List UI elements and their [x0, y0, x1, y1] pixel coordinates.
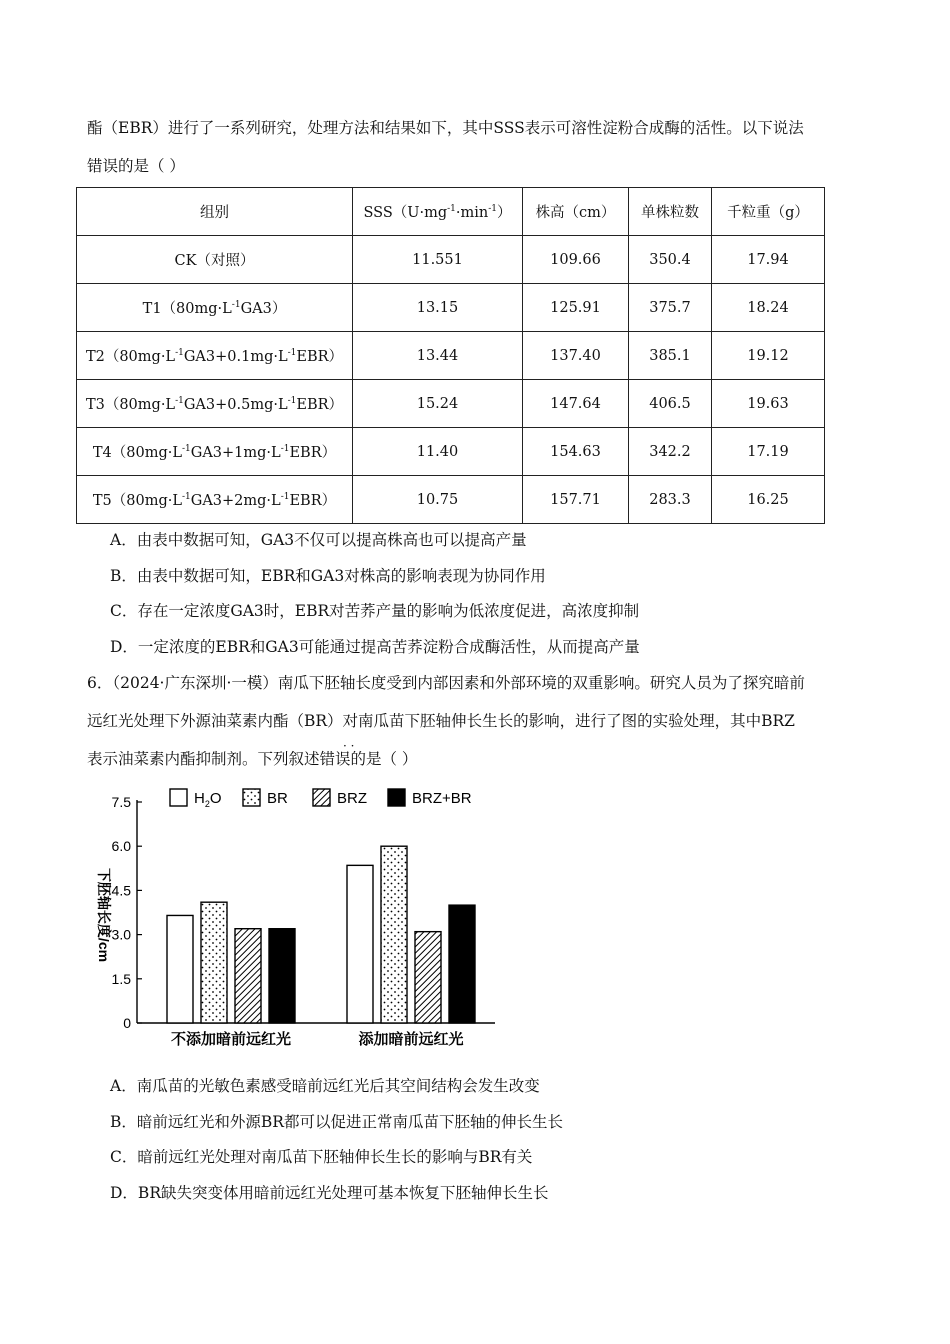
- cell-grains: 350.4: [629, 236, 712, 284]
- group-sup: -1: [280, 492, 290, 502]
- y-tick-label: 0: [123, 1015, 131, 1031]
- q6-line-2: 远红光处理下外源油菜素内酯（BR）对南瓜苗下胚轴伸长生长的影响，进行了图的实验处理，其中BRZ: [87, 712, 795, 730]
- group-text: T1（80mg·L: [142, 301, 232, 317]
- cell-sss: 13.15: [353, 284, 523, 332]
- q6-line-3: 表示油菜素内酯抑制剂。下列叙述错误的是（ ）: [87, 750, 418, 768]
- cell-height: 109.66: [523, 236, 629, 284]
- table-header-row: [77, 188, 825, 236]
- cell-group: [77, 332, 353, 380]
- group-text: GA3）: [240, 301, 287, 317]
- q5-option-c: C．存在一定浓度GA3时，EBR对苦荞产量的影响为低浓度促进，高浓度抑制: [110, 602, 640, 620]
- header-weight: 千粒重（g）: [712, 188, 825, 236]
- bar: [167, 915, 193, 1023]
- table-row: [77, 428, 825, 476]
- group-text: GA3+1mg·L: [190, 445, 281, 461]
- cell-group: [77, 236, 353, 284]
- legend-swatch: [170, 789, 187, 806]
- bar: [381, 846, 407, 1023]
- cell-grains: 406.5: [629, 380, 712, 428]
- group-sup: -1: [280, 444, 290, 454]
- y-axis-label: 下胚轴长度/cm: [96, 867, 112, 963]
- cell-group: [77, 428, 353, 476]
- cell-group: [77, 380, 353, 428]
- group-text: EBR）: [289, 445, 337, 461]
- x-category-label: 不添加暗前远红光: [170, 1031, 292, 1048]
- bar: [201, 902, 227, 1023]
- group-text: EBR）: [289, 493, 337, 509]
- table-row: [77, 284, 825, 332]
- group-sup: -1: [181, 492, 191, 502]
- legend-label-part: O: [209, 790, 222, 807]
- group-sup: -1: [175, 348, 184, 358]
- header-sss-a: SSS（U·mg: [363, 205, 448, 221]
- cell-grains: 342.2: [629, 428, 712, 476]
- q6-option-b: B．暗前远红光和外源BR都可以促进正常南瓜苗下胚轴的伸长生长: [110, 1113, 563, 1131]
- cell-sss: 11.40: [353, 428, 523, 476]
- y-tick-label: 1.5: [111, 970, 131, 987]
- q6-option-c: C．暗前远红光处理对南瓜苗下胚轴伸长生长的影响与BR有关: [110, 1148, 533, 1166]
- group-text: T5（80mg·L: [92, 493, 182, 509]
- x-category-label: 添加暗前远红光: [358, 1031, 464, 1048]
- group-text: T3（80mg·L: [85, 397, 176, 413]
- group-text: GA3+2mg·L: [190, 493, 281, 509]
- legend-label-part: BRZ: [337, 790, 367, 807]
- group-sup: -1: [231, 300, 241, 310]
- intro-line-1: 酯（EBR）进行了一系列研究，处理方法和结果如下，其中SSS表示可溶性淀粉合成酶的活性。以下说法: [87, 119, 804, 137]
- group-sup: -1: [287, 396, 297, 406]
- legend-label: [194, 790, 222, 809]
- q6-option-d: D．BR缺失突变体用暗前远红光处理可基本恢复下胚轴伸长生长: [110, 1184, 549, 1202]
- cell-weight: 17.19: [712, 428, 825, 476]
- cell-sss: 11.551: [353, 236, 523, 284]
- table-row: [77, 476, 825, 524]
- legend-swatch: [243, 789, 260, 806]
- legend-swatch: [388, 789, 405, 806]
- group-sup: -1: [181, 444, 191, 454]
- cell-group: [77, 476, 353, 524]
- cell-weight: 17.94: [712, 236, 825, 284]
- bar: [235, 929, 261, 1023]
- group-text: EBR）: [296, 397, 344, 413]
- header-sss-d: -1: [488, 204, 498, 214]
- header-sss-e: ）: [497, 205, 512, 221]
- group-text: T2（80mg·L: [85, 349, 176, 365]
- legend-label-part: H: [194, 790, 205, 807]
- cell-group: [77, 284, 353, 332]
- legend-swatch: [313, 789, 330, 806]
- legend-label-part: 2: [204, 799, 210, 809]
- q6-line-1: 6．（2024·广东深圳·一模）南瓜下胚轴长度受到内部因素和外部环境的双重影响。研究人员为了探究暗前: [87, 674, 805, 692]
- bar: [269, 929, 295, 1023]
- cell-weight: 18.24: [712, 284, 825, 332]
- cell-height: 147.64: [523, 380, 629, 428]
- table-row: [77, 332, 825, 380]
- cell-grains: 283.3: [629, 476, 712, 524]
- cell-sss: 10.75: [353, 476, 523, 524]
- legend-label: [337, 790, 367, 807]
- cell-height: 137.40: [523, 332, 629, 380]
- q5-option-b: B．由表中数据可知，EBR和GA3对株高的影响表现为协同作用: [110, 567, 546, 585]
- cell-height: 157.71: [523, 476, 629, 524]
- table-row: [77, 380, 825, 428]
- y-tick-label: 6.0: [111, 838, 131, 855]
- table-row: [77, 236, 825, 284]
- cell-sss: 15.24: [353, 380, 523, 428]
- group-text: GA3+0.5mg·L: [183, 397, 288, 413]
- y-tick-label: 7.5: [111, 794, 131, 810]
- cell-sss: 13.44: [353, 332, 523, 380]
- header-sss-b: -1: [447, 204, 456, 214]
- y-tick-label: 4.5: [111, 882, 131, 899]
- header-group: 组别: [77, 188, 353, 236]
- group-text: EBR）: [296, 349, 344, 365]
- data-table: [76, 187, 825, 524]
- group-sup: -1: [175, 396, 184, 406]
- emphasis-dots: · ·: [343, 739, 355, 753]
- legend-label: [412, 790, 472, 807]
- bar: [415, 932, 441, 1023]
- header-sss: [353, 188, 523, 236]
- q5-option-d: D．一定浓度的EBR和GA3可能通过提高苦荞淀粉合成酶活性，从而提高产量: [110, 638, 640, 656]
- header-grains: 单株粒数: [629, 188, 712, 236]
- y-tick-label: 3.0: [111, 926, 131, 943]
- cell-grains: 385.1: [629, 332, 712, 380]
- header-height: 株高（cm）: [523, 188, 629, 236]
- cell-grains: 375.7: [629, 284, 712, 332]
- header-sss-c: ·min: [455, 205, 489, 221]
- group-text: T4（80mg·L: [92, 445, 182, 461]
- cell-height: 125.91: [523, 284, 629, 332]
- q5-option-a: A．由表中数据可知，GA3不仅可以提高株高也可以提高产量: [110, 531, 527, 549]
- cell-weight: 19.63: [712, 380, 825, 428]
- bar-chart: [85, 780, 505, 1060]
- group-text: CK（对照）: [174, 253, 255, 269]
- intro-line-2: 错误的是（ ）: [87, 157, 185, 175]
- bar: [449, 905, 475, 1023]
- bar: [347, 865, 373, 1023]
- q6-option-a: A．南瓜苗的光敏色素感受暗前远红光后其空间结构会发生改变: [110, 1077, 540, 1095]
- cell-height: 154.63: [523, 428, 629, 476]
- legend-label-part: BR: [267, 790, 288, 807]
- cell-weight: 19.12: [712, 332, 825, 380]
- legend-label-part: BRZ+BR: [412, 790, 472, 807]
- group-text: GA3+0.1mg·L: [183, 349, 288, 365]
- group-sup: -1: [287, 348, 297, 358]
- legend-label: [267, 790, 288, 807]
- cell-weight: 16.25: [712, 476, 825, 524]
